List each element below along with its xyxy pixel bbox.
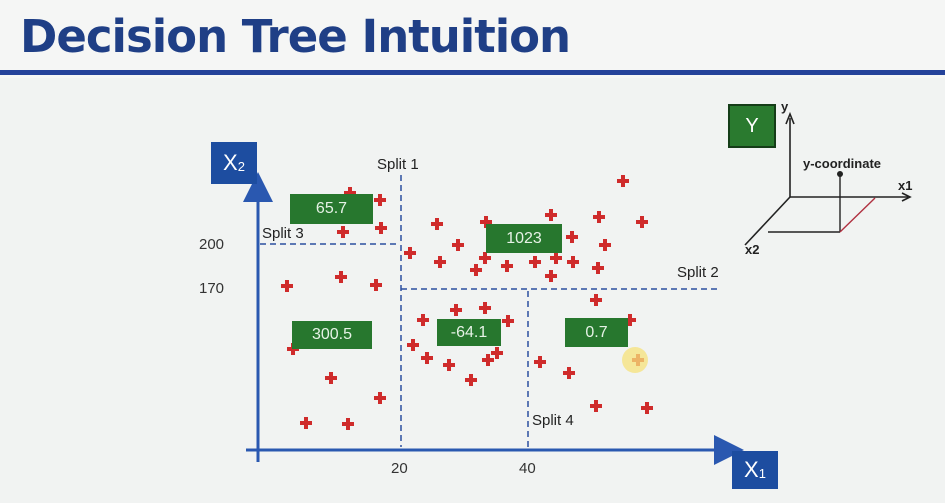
data-point-marker [617, 175, 629, 187]
data-point-marker [529, 256, 541, 268]
data-point-marker [590, 294, 602, 306]
data-point-marker [300, 417, 312, 429]
inset-x2-label: x2 [745, 242, 760, 257]
data-point-marker [592, 262, 604, 274]
x-tick-40: 40 [519, 460, 536, 477]
data-point-marker [337, 226, 349, 238]
data-point-marker [370, 279, 382, 291]
data-point-marker [281, 280, 293, 292]
data-point-marker [545, 270, 557, 282]
inset-point [837, 171, 843, 177]
data-point-marker [545, 209, 557, 221]
inset-coordinate-label: y-coordinate [803, 156, 882, 171]
split-1-label: Split 1 [377, 156, 419, 173]
y-axis-label: X 2 [211, 142, 257, 184]
leaf-value-box: 0.7 [565, 318, 628, 347]
data-point-marker [567, 256, 579, 268]
data-point-marker [342, 418, 354, 430]
data-point-marker [465, 374, 477, 386]
leaf-value-box: 1023 [486, 224, 562, 253]
leaf-value-box: -64.1 [437, 319, 501, 346]
data-point-marker [599, 239, 611, 251]
data-point-marker [407, 339, 419, 351]
data-point-marker [374, 194, 386, 206]
data-point-marker [470, 264, 482, 276]
inset-x1-label: x1 [898, 178, 913, 193]
data-point-marker [502, 315, 514, 327]
data-point-marker [452, 239, 464, 251]
data-point-marker [421, 352, 433, 364]
data-point-marker [563, 367, 575, 379]
cursor-highlight [622, 347, 648, 373]
leaf-value-box: 300.5 [292, 321, 372, 349]
y-tick-200: 200 [199, 236, 225, 253]
split-3-label: Split 3 [262, 225, 304, 242]
data-point-marker [374, 392, 386, 404]
target-y-box: Y [728, 104, 776, 148]
data-point-marker [404, 247, 416, 259]
data-point-marker [479, 252, 491, 264]
inset-y-label: y [781, 99, 789, 114]
data-point-marker [550, 252, 562, 264]
data-point-marker [534, 356, 546, 368]
split-4-label: Split 4 [532, 412, 574, 429]
x-axis-label: X 1 [732, 451, 778, 489]
data-point-marker [431, 218, 443, 230]
data-point-marker [434, 256, 446, 268]
data-point-marker [443, 359, 455, 371]
data-point-marker [593, 211, 605, 223]
y-tick-170: 170 [199, 280, 225, 297]
x-tick-20: 20 [391, 460, 408, 477]
data-point-marker [417, 314, 429, 326]
data-point-marker [491, 347, 503, 359]
leaf-value-box: 65.7 [290, 194, 373, 224]
split-2-label: Split 2 [677, 264, 719, 281]
data-point-marker [636, 216, 648, 228]
data-point-marker [482, 354, 494, 366]
data-point-marker [450, 304, 462, 316]
data-point-marker [375, 222, 387, 234]
slide-title: Decision Tree Intuition [20, 10, 571, 63]
data-point-marker [590, 400, 602, 412]
data-point-marker [335, 271, 347, 283]
data-point-marker [641, 402, 653, 414]
data-point-marker [479, 302, 491, 314]
data-point-marker [501, 260, 513, 272]
data-point-marker [566, 231, 578, 243]
data-point-marker [325, 372, 337, 384]
